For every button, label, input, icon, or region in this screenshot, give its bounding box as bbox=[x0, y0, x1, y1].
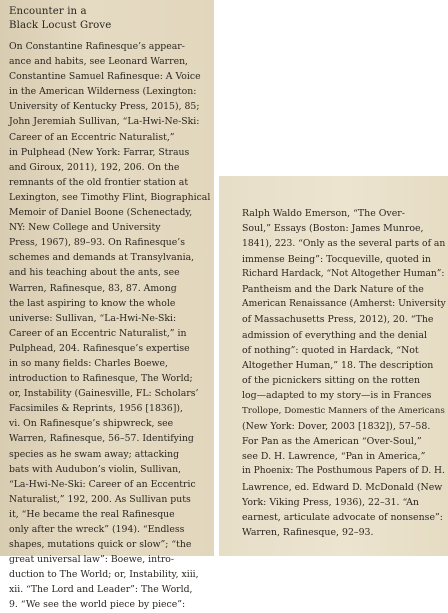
text-line: and Giroux, 2011), 192, 206. On the bbox=[9, 161, 180, 173]
text-line: Career of an Eccentric Naturalist,” in bbox=[9, 327, 187, 339]
heading-line: Black Locust Grove bbox=[9, 20, 112, 31]
text-line: in the American Wilderness (Lexington: bbox=[9, 86, 197, 98]
text-line: of Massachusetts Press, 2012), 20. “The bbox=[242, 314, 434, 326]
text-line: John Jeremiah Sullivan, “La-Hwi-Ne-Ski: bbox=[9, 116, 200, 128]
section-heading bbox=[9, 5, 210, 33]
text-line: remnants of the old frontier station at bbox=[9, 176, 189, 188]
text-line: or, Instability (Gainesville, FL: Scholars’ bbox=[9, 388, 199, 400]
text-line: and his teaching about the ants, see bbox=[9, 267, 180, 279]
text-line: Richard Hardack, “Not Altogether Human”: bbox=[242, 268, 445, 279]
text-line: 9. “We see the world piece by piece”: bbox=[9, 599, 186, 611]
text-line: immense Being”: Tocqueville, quoted in bbox=[242, 253, 431, 265]
text-line: Career of an Eccentric Naturalist,” bbox=[9, 131, 175, 143]
text-line: only after the wreck” (194). “Endless bbox=[9, 524, 185, 535]
text-line: (New York: Dover, 2003 [1832]), 57–58. bbox=[242, 420, 431, 432]
text-line: Warren, Rafinesque, 83, 87. Among bbox=[9, 282, 177, 294]
text-line: the last aspiring to know the whole bbox=[9, 297, 176, 309]
left-page-photo bbox=[0, 0, 214, 611]
heading-line: Encounter in a bbox=[9, 6, 87, 17]
text-line: it, “He became the real Rafinesque bbox=[9, 508, 175, 520]
text-line: introduction to Rafinesque, The World; bbox=[9, 373, 193, 385]
text-line: in so many fields: Charles Boewe, bbox=[9, 357, 168, 369]
text-line: American Renaissance (Amherst: University bbox=[242, 299, 446, 310]
text-line: of the picnickers sitting on the rotten bbox=[242, 375, 421, 387]
text-line: Lawrence, ed. Edward D. McDonald (New bbox=[242, 481, 443, 493]
text-line: log—adapted to my story—is in Frances bbox=[242, 390, 432, 402]
text-line: “La-Hwi-Ne-Ski: Career of an Eccentric bbox=[9, 478, 196, 490]
text-line: see D. H. Lawrence, “Pan in America,” bbox=[242, 451, 426, 463]
text-line: schemes and demands at Transylvania, bbox=[9, 252, 195, 264]
text-line: great universal law”: Boewe, intro- bbox=[9, 554, 175, 566]
text-line: Warren, Rafinesque, 56–57. Identifying bbox=[9, 433, 194, 445]
text-line: duction to The World; or, Instability, xiii, bbox=[9, 569, 199, 581]
text-line: earnest, articulate advocate of nonsense”: bbox=[242, 512, 443, 524]
text-line: Memoir of Daniel Boone (Schenectady, bbox=[9, 207, 193, 219]
text-line: Pantheism and the Dark Nature of the bbox=[242, 284, 424, 296]
text-line: Altogether Human,” 18. The description bbox=[242, 360, 434, 372]
text-line: Trollope, Domestic Manners of the Americans bbox=[242, 405, 445, 416]
text-line: admission of everything and the denial bbox=[242, 329, 427, 341]
text-line: Facsimiles & Reprints, 1956 [1836]), bbox=[9, 403, 183, 415]
right-page-notes bbox=[242, 206, 446, 540]
text-line: universe: Sullivan, “La-Hwi-Ne-Ski: bbox=[9, 312, 177, 324]
text-line: NY: New College and University bbox=[9, 222, 161, 234]
text-line: Soul,” Essays (Boston: James Munroe, bbox=[242, 223, 424, 235]
text-line: On Constantine Rafinesque’s appear- bbox=[9, 41, 185, 52]
text-line: Lexington, see Timothy Flint, Biographical bbox=[9, 191, 211, 203]
text-line: Constantine Samuel Rafinesque: A Voice bbox=[9, 71, 201, 83]
text-line: of nothing”: quoted in Hardack, “Not bbox=[242, 344, 419, 356]
text-line: Pulphead, 204. Rafinesque’s expertise bbox=[9, 342, 190, 354]
text-line: vi. On Rafinesque’s shipwreck, see bbox=[9, 418, 174, 430]
text-line: For Pan as the American “Over-Soul,” bbox=[242, 436, 422, 448]
text-line: ance and habits, see Leonard Warren, bbox=[9, 56, 189, 68]
text-line: shapes, mutations quick or slow”; “the bbox=[9, 539, 192, 551]
text-line: York: Viking Press, 1936), 22–31. “An bbox=[242, 496, 419, 508]
text-line: species as he swam away; attacking bbox=[9, 448, 180, 460]
left-page-notes bbox=[9, 39, 210, 613]
text-line: bats with Audubon’s violin, Sullivan, bbox=[9, 463, 182, 475]
text-line: in Pulphead (New York: Farrar, Straus bbox=[9, 146, 190, 158]
text-line: Naturalist,” 192, 200. As Sullivan puts bbox=[9, 493, 191, 505]
text-line: 1841), 223. “Only as the several parts of an bbox=[242, 238, 446, 250]
text-line: University of Kentucky Press, 2015), 85; bbox=[9, 101, 200, 113]
text-line: xii. “The Lord and Leader”: The World, bbox=[9, 584, 193, 596]
text-line: Warren, Rafinesque, 92–93. bbox=[242, 527, 374, 539]
right-page-photo bbox=[219, 176, 448, 556]
text-line: Press, 1967), 89–93. On Rafinesque’s bbox=[9, 237, 186, 249]
text-line: Ralph Waldo Emerson, “The Over- bbox=[242, 208, 405, 219]
text-line: in Phoenix: The Posthumous Papers of D. H. bbox=[242, 466, 445, 477]
